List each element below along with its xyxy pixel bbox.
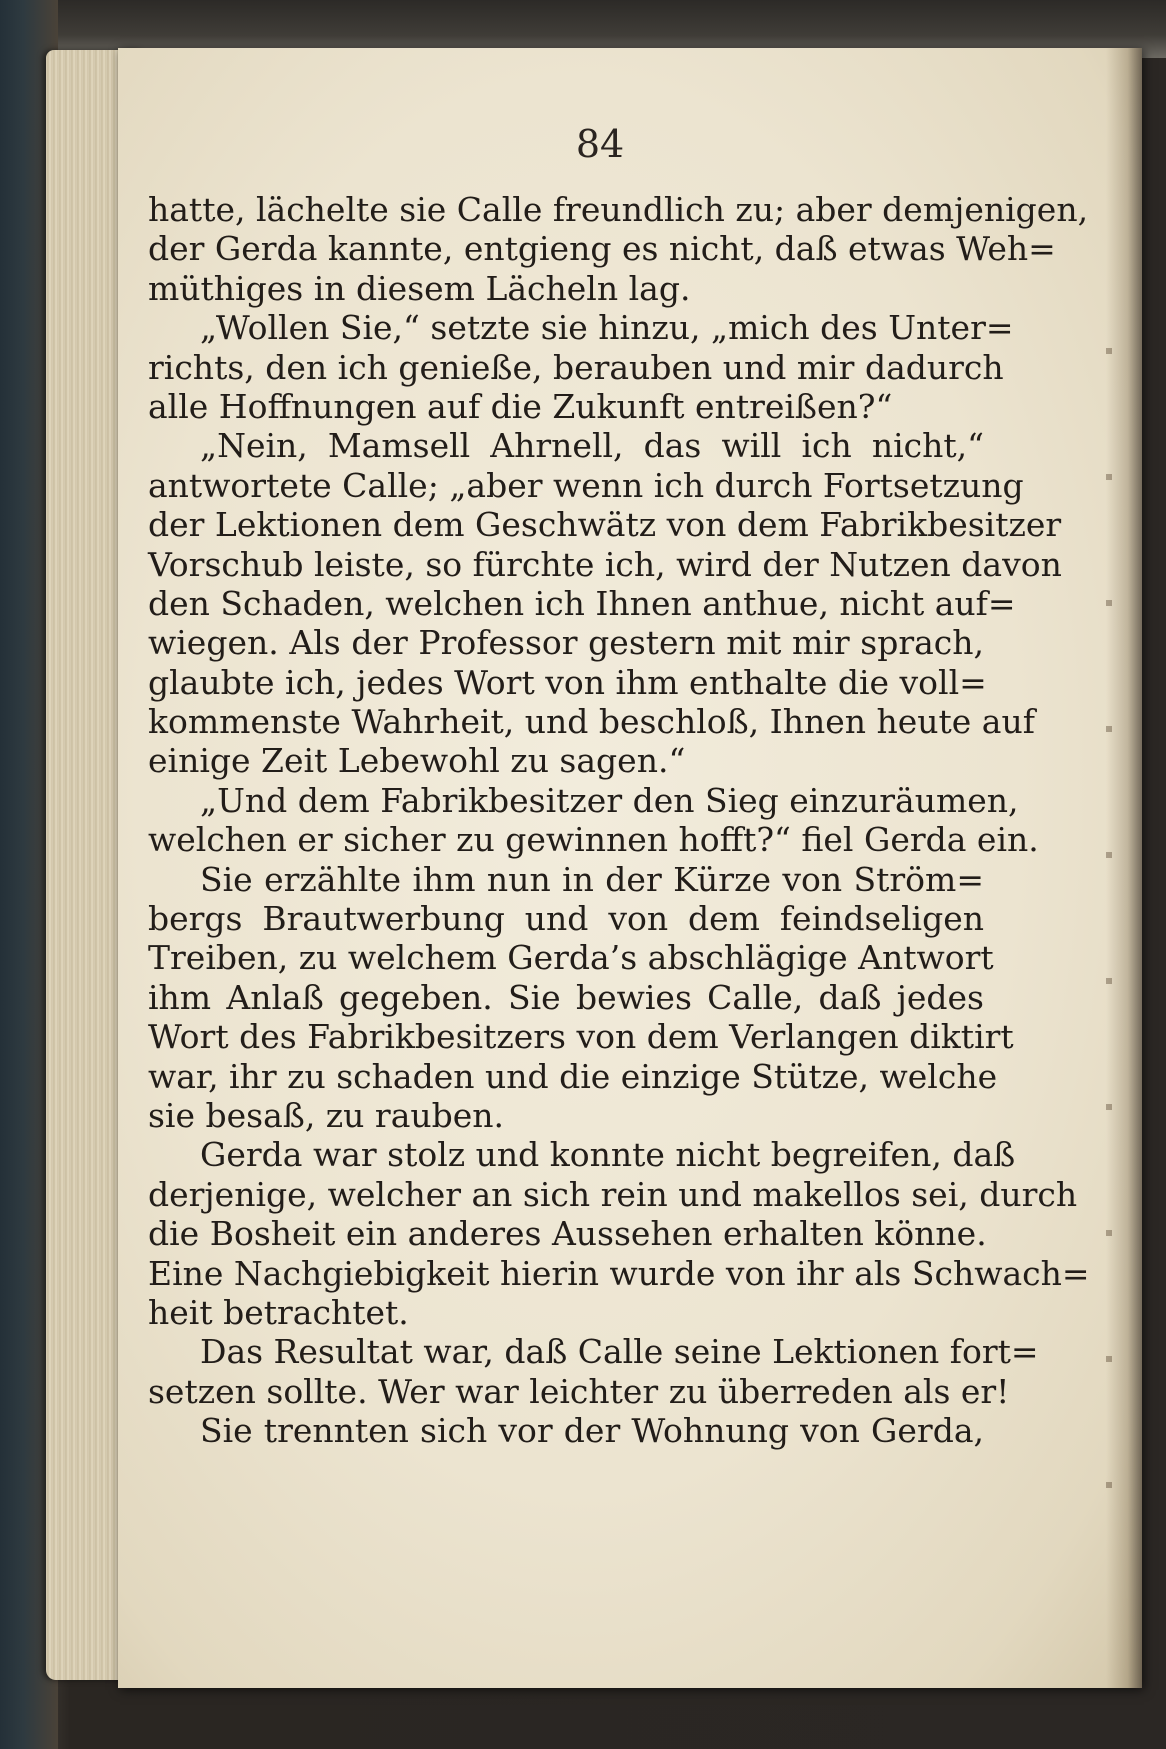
text-line: Sie erzählte ihm nun in der Kürze von Ström= [200, 859, 984, 899]
text-line: welchen er sicher zu gewinnen hofft?“ fiel Gerda ein. [148, 820, 1039, 860]
text-line: glaubte ich, jedes Wort von ihm enthalte die voll= [148, 662, 987, 702]
text-line: setzen sollte. Wer war leichter zu überreden als er! [148, 1371, 1010, 1411]
text-line: „Nein, Mamsell Ahrnell, das will ich nicht,“ [200, 426, 984, 466]
text-line: bergs Brautwerbung und von dem feindseligen [148, 899, 984, 939]
text-line: müthiges in diesem Lächeln lag. [148, 268, 691, 308]
text-line: alle Hoffnungen auf die Zukunft entreißen?“ [148, 386, 893, 426]
text-line: wiegen. Als der Professor gestern mit mir sprach, [148, 623, 984, 663]
text-line: Gerda war stolz und konnte nicht begreifen, daß [200, 1135, 1016, 1175]
text-line: Sie trennten sich vor der Wohnung von Gerda, [200, 1411, 984, 1451]
text-line: kommenste Wahrheit, und beschloß, Ihnen heute auf [148, 702, 1035, 742]
text-line: richts, den ich genieße, berauben und mir dadurch [148, 347, 1004, 387]
text-line: ihm Anlaß gegeben. Sie bewies Calle, daß jedes [148, 977, 984, 1017]
text-line: „Und dem Fabrikbesitzer den Sieg einzuräumen, [200, 780, 1019, 820]
body-text [148, 190, 1090, 1451]
page-number: 84 [575, 122, 625, 166]
text-line: den Schaden, welchen ich Ihnen anthue, nicht auf= [148, 583, 1016, 623]
text-line: antwortete Calle; „aber wenn ich durch Fortsetzung [148, 465, 1024, 505]
text-line: der Gerda kannte, entgieng es nicht, daß etwas Weh= [148, 229, 1056, 269]
text-line: war, ihr zu schaden und die einzige Stütze, welche [148, 1056, 998, 1096]
text-line: Vorschub leiste, so fürchte ich, wird der Nutzen davon [148, 544, 1062, 584]
text-line: heit betrachtet. [148, 1292, 409, 1332]
text-line: hatte, lächelte sie Calle freundlich zu; aber demjenigen, [148, 190, 1089, 229]
text-line: sie besaß, zu rauben. [148, 1095, 505, 1135]
text-line: der Lektionen dem Geschwätz von dem Fabrikbesitzer [148, 505, 1062, 545]
text-line: Treiben, zu welchem Gerda’s abschlägige Antwort [148, 938, 994, 978]
page-edge-marks [1106, 228, 1112, 1528]
text-line: Das Resultat war, daß Calle seine Lektionen fort= [200, 1332, 1039, 1372]
text-line: einige Zeit Lebewohl zu sagen.“ [148, 741, 686, 781]
text-line: die Bosheit ein anderes Aussehen erhalten könne. [148, 1214, 987, 1254]
text-line: derjenige, welcher an sich rein und makellos sei, durch [148, 1174, 1078, 1214]
text-line: „Wollen Sie,“ setzte sie hinzu, „mich des Unter= [200, 308, 1014, 348]
text-line: Wort des Fabrikbesitzers von dem Verlangen diktirt [148, 1017, 1014, 1057]
text-line: Eine Nachgiebigkeit hierin wurde von ihr als Schwach= [148, 1253, 1090, 1293]
